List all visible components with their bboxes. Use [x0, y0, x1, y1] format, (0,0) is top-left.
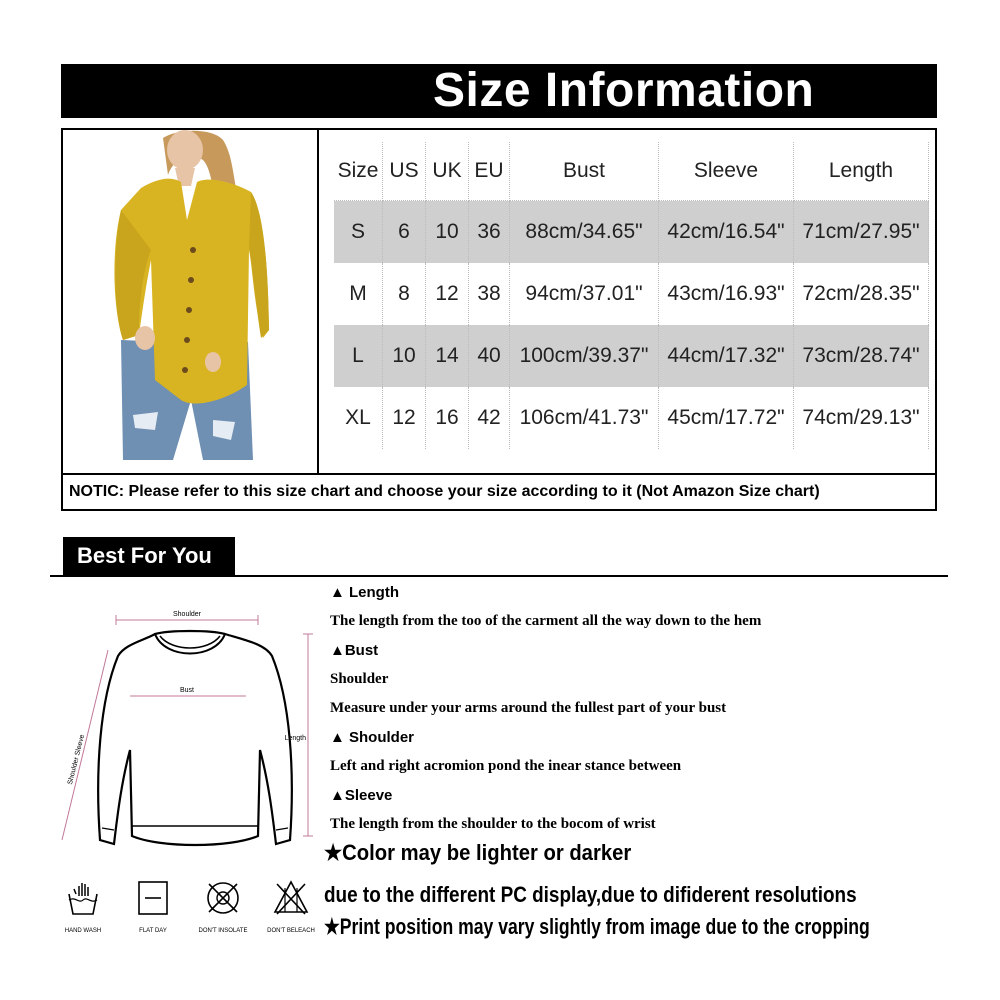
table-cell: 40: [469, 325, 510, 387]
table-row: [334, 325, 929, 387]
length-text: The length from the too of the carment all the way down to the hem: [330, 613, 762, 629]
flat-dry-icon: [135, 878, 171, 918]
table-cell: 94cm/37.01": [510, 263, 659, 325]
table-cell: 45cm/17.72": [659, 387, 794, 449]
care-item-do-not-bleach: [256, 878, 326, 935]
model-wearing-sweater-image: [63, 130, 315, 471]
table-cell: 10: [426, 201, 469, 264]
care-item-do-not-insolate: [188, 878, 258, 935]
shoulder-text: Left and right acromion pond the inear stance between: [330, 758, 682, 774]
size-table-header-row: [334, 142, 929, 201]
hand-wash-icon: [65, 878, 101, 918]
section-divider: [50, 575, 948, 577]
table-cell: 88cm/34.65": [510, 201, 659, 264]
size-chart-frame: [61, 128, 937, 511]
table-cell: 100cm/39.37": [510, 325, 659, 387]
column-header-us: US: [383, 142, 426, 201]
sleeve-heading: ▲Sleeve: [330, 787, 393, 804]
table-row: [334, 263, 929, 325]
best-for-you-tab: Best For You: [63, 537, 235, 575]
care-label-do-not-bleach: DON'T BELEACH: [267, 928, 315, 934]
bust-text: Measure under your arms around the fullest part of your bust: [330, 700, 727, 716]
table-cell: 74cm/29.13": [794, 387, 929, 449]
table-cell: 42: [469, 387, 510, 449]
table-cell: 43cm/16.93": [659, 263, 794, 325]
table-cell: 12: [383, 387, 426, 449]
measurement-diagram: [50, 600, 340, 860]
print-note: ★Print position may vary slightly from image due to the cropping: [324, 914, 870, 939]
column-header-size: Size: [334, 142, 383, 201]
table-cell: 10: [383, 325, 426, 387]
table-cell: 36: [469, 201, 510, 264]
product-photo: [63, 130, 319, 473]
table-cell: 14: [426, 325, 469, 387]
display-note: due to the different PC display,due to difiderent resolutions: [324, 882, 857, 907]
column-header-length: Length: [794, 142, 929, 201]
table-cell: 73cm/28.74": [794, 325, 929, 387]
table-cell: 71cm/27.95": [794, 201, 929, 264]
table-cell: 6: [383, 201, 426, 264]
care-label-hand-wash: HAND WASH: [64, 928, 102, 934]
care-item-hand-wash: [48, 878, 118, 935]
table-cell: XL: [334, 387, 383, 449]
column-header-bust: Bust: [510, 142, 659, 201]
shoulder-heading: ▲ Shoulder: [330, 729, 415, 746]
table-cell: 16: [426, 387, 469, 449]
title-band: [61, 64, 937, 118]
table-cell: 42cm/16.54": [659, 201, 794, 264]
table-row: [334, 387, 929, 449]
do-not-bleach-icon: [271, 878, 311, 918]
page-title: Size Information: [433, 64, 815, 117]
care-item-flat-dry: [118, 878, 188, 935]
column-header-uk: UK: [426, 142, 469, 201]
do-not-insolate-icon: [203, 878, 243, 918]
care-label-do-not-insolate: DON'T INSOLATE: [198, 928, 248, 934]
length-heading: ▲ Length: [330, 584, 400, 601]
sleeve-label: Shoulder Sleeve: [66, 733, 87, 786]
table-cell: 12: [426, 263, 469, 325]
color-note: ★Color may be lighter or darker: [324, 840, 632, 865]
table-row: [334, 201, 929, 264]
table-cell: 44cm/17.32": [659, 325, 794, 387]
table-cell: M: [334, 263, 383, 325]
size-table: [334, 142, 929, 449]
table-cell: 8: [383, 263, 426, 325]
table-cell: 72cm/28.35": [794, 263, 929, 325]
measurement-guide: [330, 578, 970, 839]
table-cell: 106cm/41.73": [510, 387, 659, 449]
sleeve-text: The length from the shoulder to the bocom of wrist: [330, 816, 656, 832]
care-label-flat-dry: FLAT DAY: [139, 928, 167, 934]
shoulder-label: Shoulder: [172, 611, 202, 618]
column-header-eu: EU: [469, 142, 510, 201]
length-label: Length: [284, 735, 306, 742]
table-cell: S: [334, 201, 383, 264]
column-header-sleeve: Sleeve: [659, 142, 794, 201]
bust-subheading: Shoulder: [330, 671, 389, 687]
size-chart-note: NOTIC: Please refer to this size chart and choose your size according to it (Not Amazon Size chart): [63, 473, 935, 509]
table-cell: L: [334, 325, 383, 387]
bust-heading: ▲Bust: [330, 642, 379, 659]
table-cell: 38: [469, 263, 510, 325]
bust-label: Bust: [179, 687, 195, 694]
